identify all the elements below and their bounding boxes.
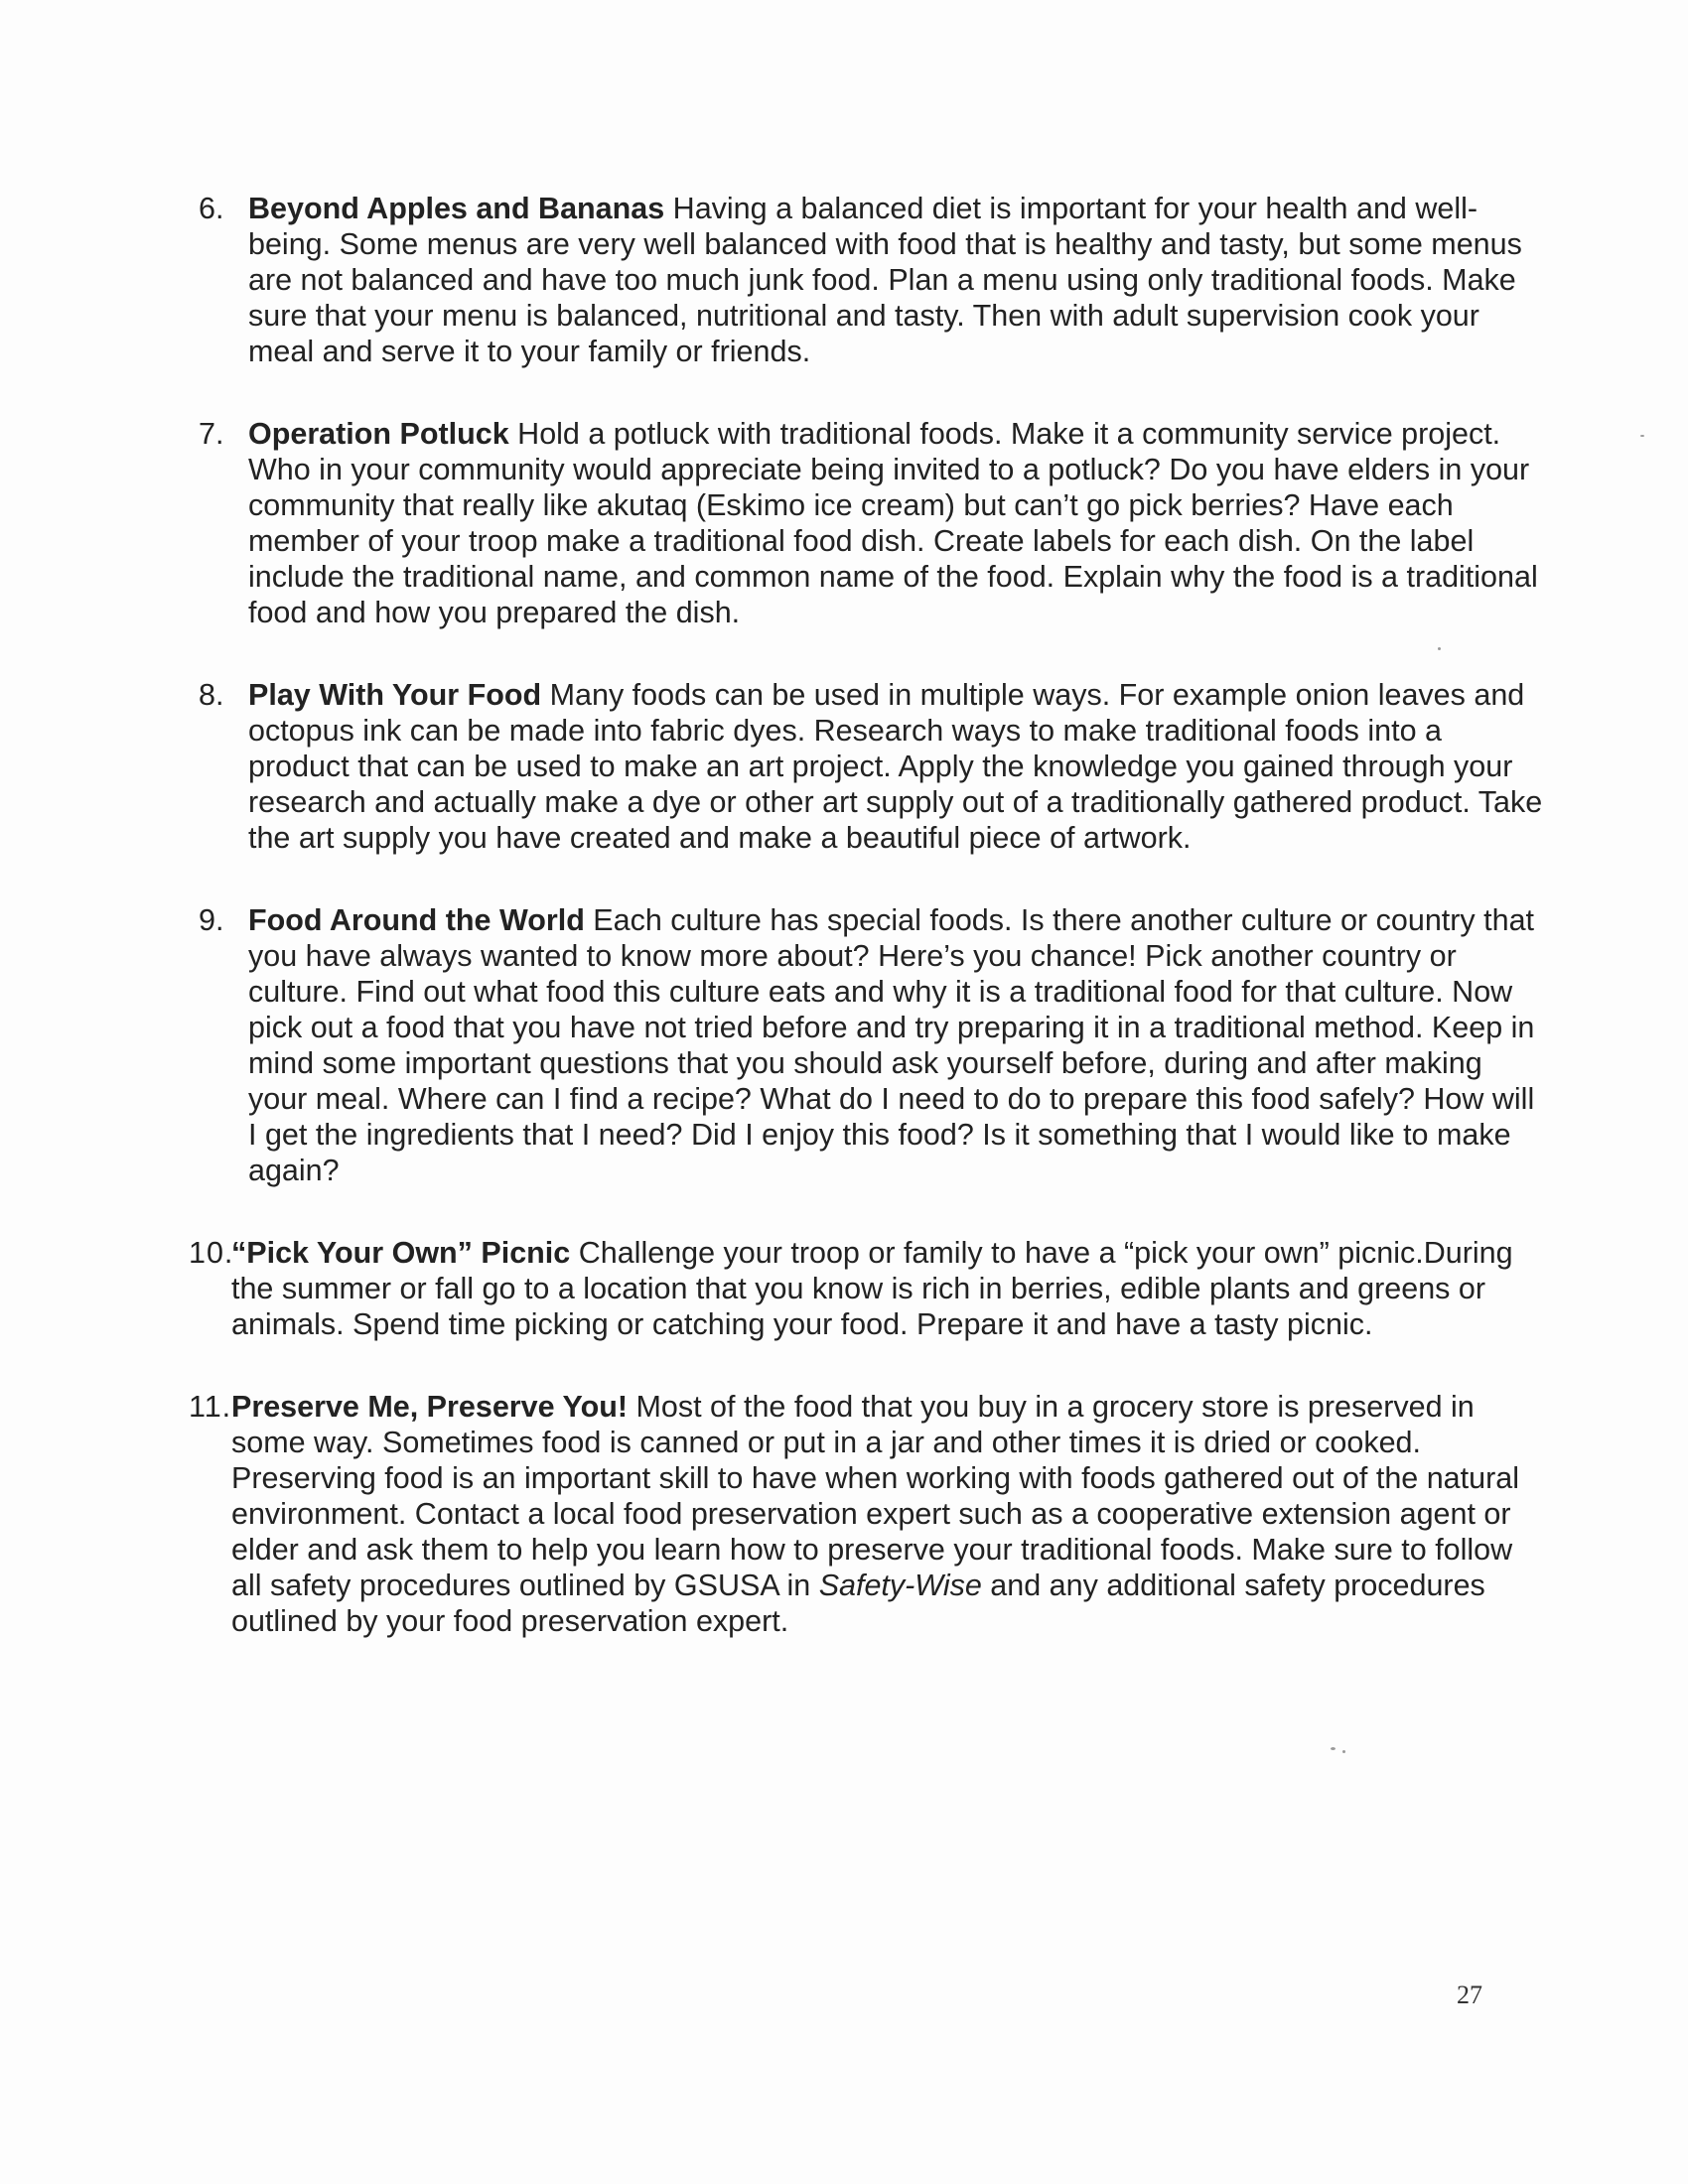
item-content (248, 416, 1549, 630)
list-item (189, 1389, 1549, 1639)
item-title: Operation Potluck (248, 417, 509, 451)
activity-list (189, 191, 1549, 1686)
item-content (231, 1389, 1549, 1639)
item-number: 7. (199, 417, 224, 451)
scan-speck (1640, 435, 1644, 437)
item-number: 9. (199, 903, 224, 937)
list-item (199, 416, 1549, 630)
item-text: Hold a potluck with traditional foods. Make it a community service project. Who in your community would appreciate being invited to a potluck? Do you have elders in your community that really like akutaq (Eskimo ice cream) but can’t go pick berries? Have each member of your troop make a traditional food dish. Create labels for each dish. On the label include the traditional name, and common name of the food. Explain why the food is a traditional food and how you prepared the dish. (248, 417, 1538, 629)
item-title: “Pick Your Own” Picnic (231, 1236, 571, 1270)
item-text-end: and any additional safety procedures outlined by your food preservation expert. (231, 1569, 1485, 1638)
page-number: 27 (1457, 1980, 1482, 2009)
item-title: Food Around the World (248, 903, 585, 937)
item-text: Challenge your troop or family to have a “pick your own” picnic.During the summer or fall go to a location that you know is rich in berries, edible plants and greens or animals. Spend time picking or catching your food. Prepare it and have a tasty picnic. (231, 1236, 1513, 1341)
item-content (248, 902, 1549, 1188)
item-title: Play With Your Food (248, 678, 542, 712)
item-number: 8. (199, 678, 224, 712)
item-number: 6. (199, 192, 224, 225)
list-item (199, 677, 1549, 856)
list-item (189, 1235, 1549, 1342)
scan-speck (1438, 647, 1441, 650)
item-content (248, 677, 1549, 856)
scan-speck (1331, 1747, 1336, 1750)
list-item (199, 191, 1549, 369)
item-title: Preserve Me, Preserve You! (231, 1390, 629, 1424)
item-content (231, 1235, 1549, 1342)
item-text: Having a balanced diet is important for your health and well-being. Some menus are very well balanced with food that is healthy and tasty, but some menus are not balanced and have too much junk food. Plan a menu using only traditional foods. Make sure that your menu is balanced, nutritional and tasty. Then with adult supervision cook your meal and serve it to your family or friends. (248, 192, 1522, 368)
item-content (248, 191, 1549, 369)
item-text: Each culture has special foods. Is there another culture or country that you have always wanted to know more about? Here’s you chance! Pick another country or culture. Find out what food this culture eats and why it is a traditional food for that culture. Now pick out a food that you have not tried before and try preparing it in a traditional method. Keep in mind some important questions that you should ask yourself before, during and after making your meal. Where can I find a recipe? What do I need to do to prepare this food safely? How will I get the ingredients that I need? Did I enjoy this food? Is it something that I would like to make again? (248, 903, 1535, 1187)
item-title: Beyond Apples and Bananas (248, 192, 665, 225)
item-number: 10. (189, 1236, 234, 1270)
item-text: Many foods can be used in multiple ways. For example onion leaves and octopus ink can be made into fabric dyes. Research ways to make traditional foods into a product that can be used to make an art project. Apply the knowledge you gained through your research and actually make a dye or other art supply out of a traditionally gathered product. Take the art supply you have created and make a beautiful piece of artwork. (248, 678, 1543, 855)
list-item (199, 902, 1549, 1188)
scan-speck (1342, 1750, 1345, 1753)
item-text: Most of the food that you buy in a grocery store is preserved in some way. Sometimes food is canned or put in a jar and other times it is dried or cooked. Preserving food is an important skill to have when working with foods gathered out of the natural environment. Contact a local food preservation expert such as a cooperative extension agent or elder and ask them to help you learn how to preserve your traditional foods. Make sure to follow all safety procedures outlined by GSUSA in (231, 1390, 1519, 1602)
item-italic-text: Safety-Wise (818, 1569, 982, 1602)
item-number: 11. (189, 1390, 232, 1424)
